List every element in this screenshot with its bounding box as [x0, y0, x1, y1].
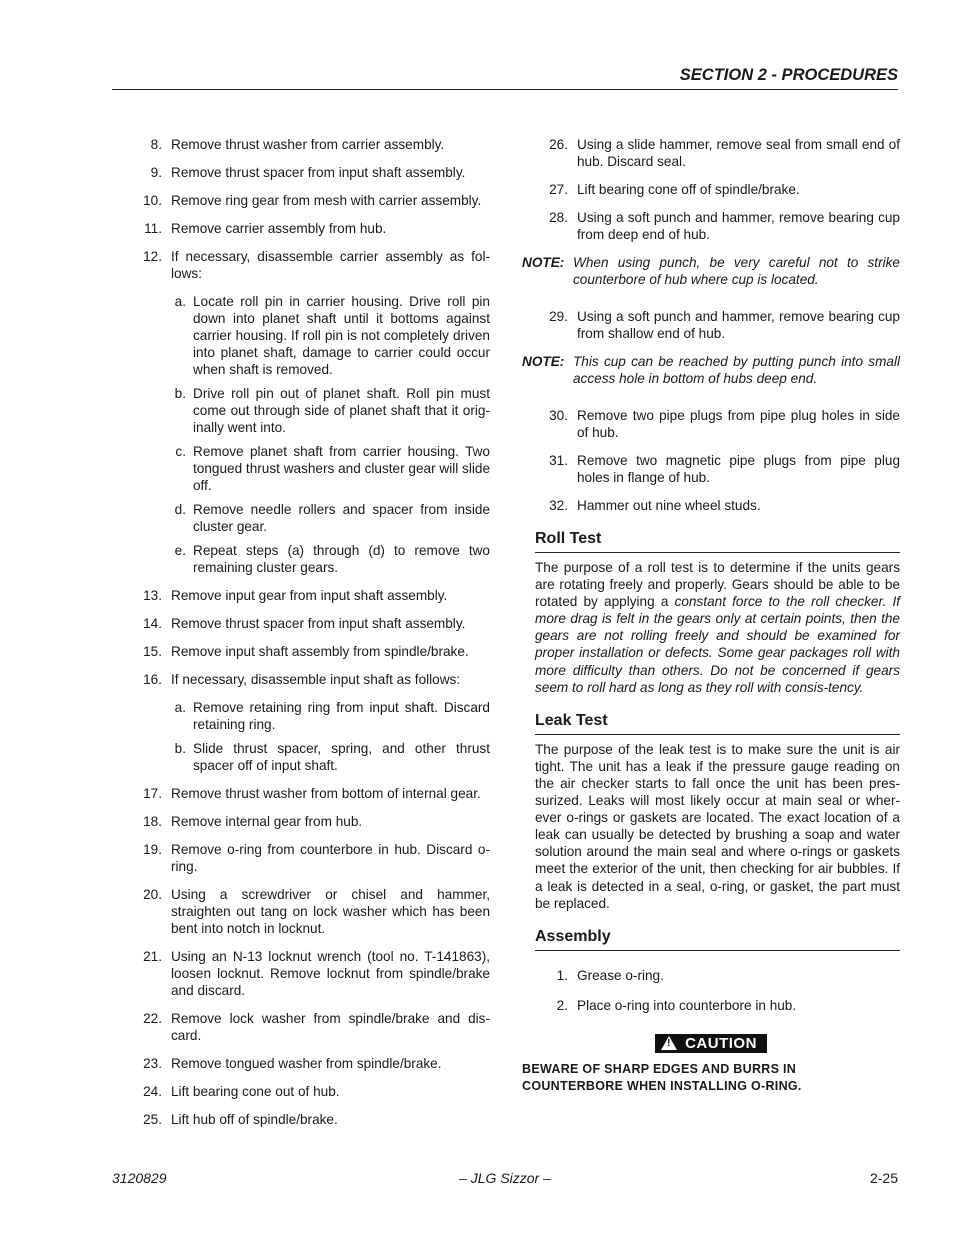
assembly-heading: Assembly — [535, 928, 900, 951]
roll-test-heading: Roll Test — [535, 530, 900, 553]
step-number: 20. — [143, 887, 162, 902]
step-number: 14. — [143, 616, 162, 631]
step-item — [124, 136, 490, 153]
step-number: 8. — [150, 137, 162, 152]
step-number: 28. — [549, 210, 568, 225]
step-text: Using a soft punch and hammer, remove bearing cup from shallow end of hub. — [577, 309, 900, 341]
step-text: Lift bearing cone out of hub. — [171, 1084, 340, 1099]
roll-test-paragraph — [535, 559, 900, 696]
step-item — [522, 407, 900, 441]
warning-triangle-icon: ! — [661, 1036, 677, 1050]
step-item — [522, 452, 900, 486]
step-item — [124, 587, 490, 604]
step-text: Remove ring gear from mesh with carrier assembly. — [171, 193, 482, 208]
substep-item — [162, 699, 490, 733]
step-item — [522, 308, 900, 342]
step-text: Lift hub off of spindle/brake. — [171, 1112, 338, 1127]
substep-text: Remove planet shaft from carrier housing. Two tongued thrust washers and cluster gear will slide off. — [193, 444, 490, 493]
step-item — [124, 813, 490, 830]
step-item — [522, 497, 900, 514]
assembly-step — [522, 997, 900, 1014]
step-number: 12. — [143, 249, 162, 264]
leak-test-paragraph: The purpose of the leak test is to make sure the unit is air tight. The unit has a leak if the pressure gauge reading on the air checker starts to fall once the unit has been pres-surized. Leaks will most likely occur at main seal or wher-ever o-rings or gaskets are located. The exact location of a leak can usually be detected by brushing a soap and water solution around the main seal and where o-rings or gaskets meet the exterior of the unit, then checking for air bubbles. If a leak is detected in a seal, o-ring, or gasket, the part must be replaced. — [535, 741, 900, 911]
step-text: Remove two pipe plugs from pipe plug holes in side of hub. — [577, 408, 900, 440]
substep-letter: e. — [174, 543, 186, 558]
step-item — [124, 886, 490, 937]
substep-letter: c. — [175, 444, 186, 459]
note-1 — [522, 254, 900, 288]
substep-letter: b. — [174, 741, 186, 756]
substep-item — [162, 740, 490, 774]
step-text: Remove input gear from input shaft assembly. — [171, 588, 448, 603]
step-number: 1. — [556, 967, 568, 983]
step-number: 29. — [549, 309, 568, 324]
step-number: 21. — [143, 949, 162, 964]
caution-text: BEWARE OF SHARP EDGES AND BURRS IN COUNTERBORE WHEN INSTALLING O-RING. — [522, 1062, 802, 1094]
step-text: Hammer out nine wheel studs. — [577, 498, 761, 513]
step-item — [124, 1111, 490, 1128]
step-text: Remove thrust washer from bottom of internal gear. — [171, 786, 481, 801]
caution-label: CAUTION — [685, 1034, 757, 1052]
step-number: 19. — [143, 842, 162, 857]
document-number: 3120829 — [112, 1170, 167, 1186]
step-text: Using a slide hammer, remove seal from small end of hub. Discard seal. — [577, 137, 900, 169]
step-number: 2. — [556, 997, 568, 1013]
step-number: 15. — [143, 644, 162, 659]
step-text: Using an N-13 locknut wrench (tool no. T-141863), loosen locknut. Remove locknut from spindle/brake and discard. — [171, 949, 490, 998]
step-text: Remove o-ring from counterbore in hub. Discard o-ring. — [171, 842, 490, 874]
step-item — [124, 1083, 490, 1100]
substep-text: Remove retaining ring from input shaft. Discard retaining ring. — [193, 700, 490, 732]
step-item — [124, 248, 490, 282]
step-number: 30. — [549, 408, 568, 423]
step-text: Remove thrust washer from carrier assembly. — [171, 137, 445, 152]
step-number: 27. — [549, 182, 568, 197]
caution-badge — [655, 1034, 767, 1053]
step-number: 22. — [143, 1011, 162, 1026]
step-item — [522, 209, 900, 243]
step-text: Grease o-ring. — [577, 967, 664, 983]
step-text: If necessary, disassemble input shaft as follows: — [171, 672, 461, 687]
substep-text: Locate roll pin in carrier housing. Drive roll pin down into planet shaft until it bottoms against carrier housing. If roll pin is not completely driven into planet shaft, damage to carrier could occur when shaft is removed. — [193, 294, 490, 377]
step-number: 31. — [549, 453, 568, 468]
step-item — [124, 164, 490, 181]
substep-letter: d. — [174, 502, 186, 517]
step-number: 13. — [143, 588, 162, 603]
step-item — [124, 671, 490, 688]
step-number: 10. — [143, 193, 162, 208]
step-number: 11. — [144, 221, 162, 236]
step-item — [124, 1055, 490, 1072]
step-number: 17. — [143, 786, 162, 801]
step-text: Remove tongued washer from spindle/brake. — [171, 1056, 442, 1071]
substep-letter: a. — [174, 700, 186, 715]
step-text: Remove thrust spacer from input shaft assembly. — [171, 616, 466, 631]
step-number: 9. — [150, 165, 162, 180]
step-text: Remove carrier assembly from hub. — [171, 221, 387, 236]
substep-text: Drive roll pin out of planet shaft. Roll pin must come out through side of planet shaft that it orig-inally went into. — [193, 386, 490, 435]
note-label: NOTE: — [522, 354, 565, 369]
step-item — [124, 841, 490, 875]
step-number: 26. — [549, 137, 568, 152]
step-item — [124, 785, 490, 802]
roll-test-text-italic: constant force to the roll checker. If more drag is felt in the gears only at certain points, then the gears are not rolling freely and should be examined for proper installation or defects. Some gear packages roll with more difficulty than others. Do not be concerned if gears seem to roll hard as long as they roll with consis-tency. — [535, 594, 901, 695]
substep-letter: a. — [174, 294, 186, 309]
step-text: Remove two magnetic pipe plugs from pipe plug holes in flange of hub. — [577, 453, 900, 485]
section-title: SECTION 2 - PROCEDURES — [679, 66, 898, 84]
substep-text: Repeat steps (a) through (d) to remove two remaining cluster gears. — [193, 543, 490, 575]
note-text: When using punch, be very careful not to strike counterbore of hub where cup is located. — [573, 255, 900, 287]
step-item — [124, 948, 490, 999]
step-number: 23. — [143, 1056, 162, 1071]
page-header — [112, 62, 898, 90]
assembly-step — [522, 967, 900, 984]
step-number: 32. — [549, 498, 568, 513]
note-label: NOTE: — [522, 255, 565, 270]
step-text: Lift bearing cone off of spindle/brake. — [577, 182, 800, 197]
step-item — [124, 1010, 490, 1044]
note-text: This cup can be reached by putting punch into small access hole in bottom of hubs deep end. — [573, 354, 900, 386]
step-number: 16. — [143, 672, 162, 687]
step-text: Place o-ring into counterbore in hub. — [577, 997, 797, 1013]
step-text: Using a screwdriver or chisel and hammer, straighten out tang on lock washer which has been bent into notch in locknut. — [171, 887, 490, 936]
step-number: 24. — [143, 1084, 162, 1099]
step-item — [124, 615, 490, 632]
substep-item — [162, 542, 490, 576]
step-text: Remove thrust spacer from input shaft assembly. — [171, 165, 466, 180]
step-text: Remove lock washer from spindle/brake and dis-card. — [171, 1011, 490, 1043]
substep-item — [162, 385, 490, 436]
roll-test-text: The purpose of a roll test is to determine if the units gears are rotating freely and properly. Gears should be able to be rotated by applying a — [535, 560, 900, 610]
substep-letter: b. — [174, 386, 186, 401]
step-text: Remove internal gear from hub. — [171, 814, 363, 829]
step-item — [522, 136, 900, 170]
substep-text: Remove needle rollers and spacer from inside cluster gear. — [193, 502, 490, 534]
step-number: 18. — [143, 814, 162, 829]
substep-item — [162, 501, 490, 535]
substep-text: Slide thrust spacer, spring, and other thrust spacer off of input shaft. — [193, 741, 490, 773]
step-item — [124, 643, 490, 660]
page-number: 2-25 — [869, 1170, 898, 1186]
substep-item — [162, 443, 490, 494]
step-item — [124, 192, 490, 209]
note-2 — [522, 353, 900, 387]
substep-item — [162, 293, 490, 378]
caution-box — [522, 1034, 900, 1056]
step-text: Remove input shaft assembly from spindle/brake. — [171, 644, 469, 659]
leak-test-heading: Leak Test — [535, 712, 900, 735]
step-item — [124, 220, 490, 237]
left-column — [124, 136, 490, 1139]
right-column — [522, 136, 900, 1095]
step-text: If necessary, disassemble carrier assembly as fol-lows: — [171, 249, 490, 281]
step-text: Using a soft punch and hammer, remove bearing cup from deep end of hub. — [577, 210, 900, 242]
step-number: 25. — [143, 1112, 162, 1127]
footer-title: – JLG Sizzor – — [459, 1170, 551, 1186]
step-item — [522, 181, 900, 198]
